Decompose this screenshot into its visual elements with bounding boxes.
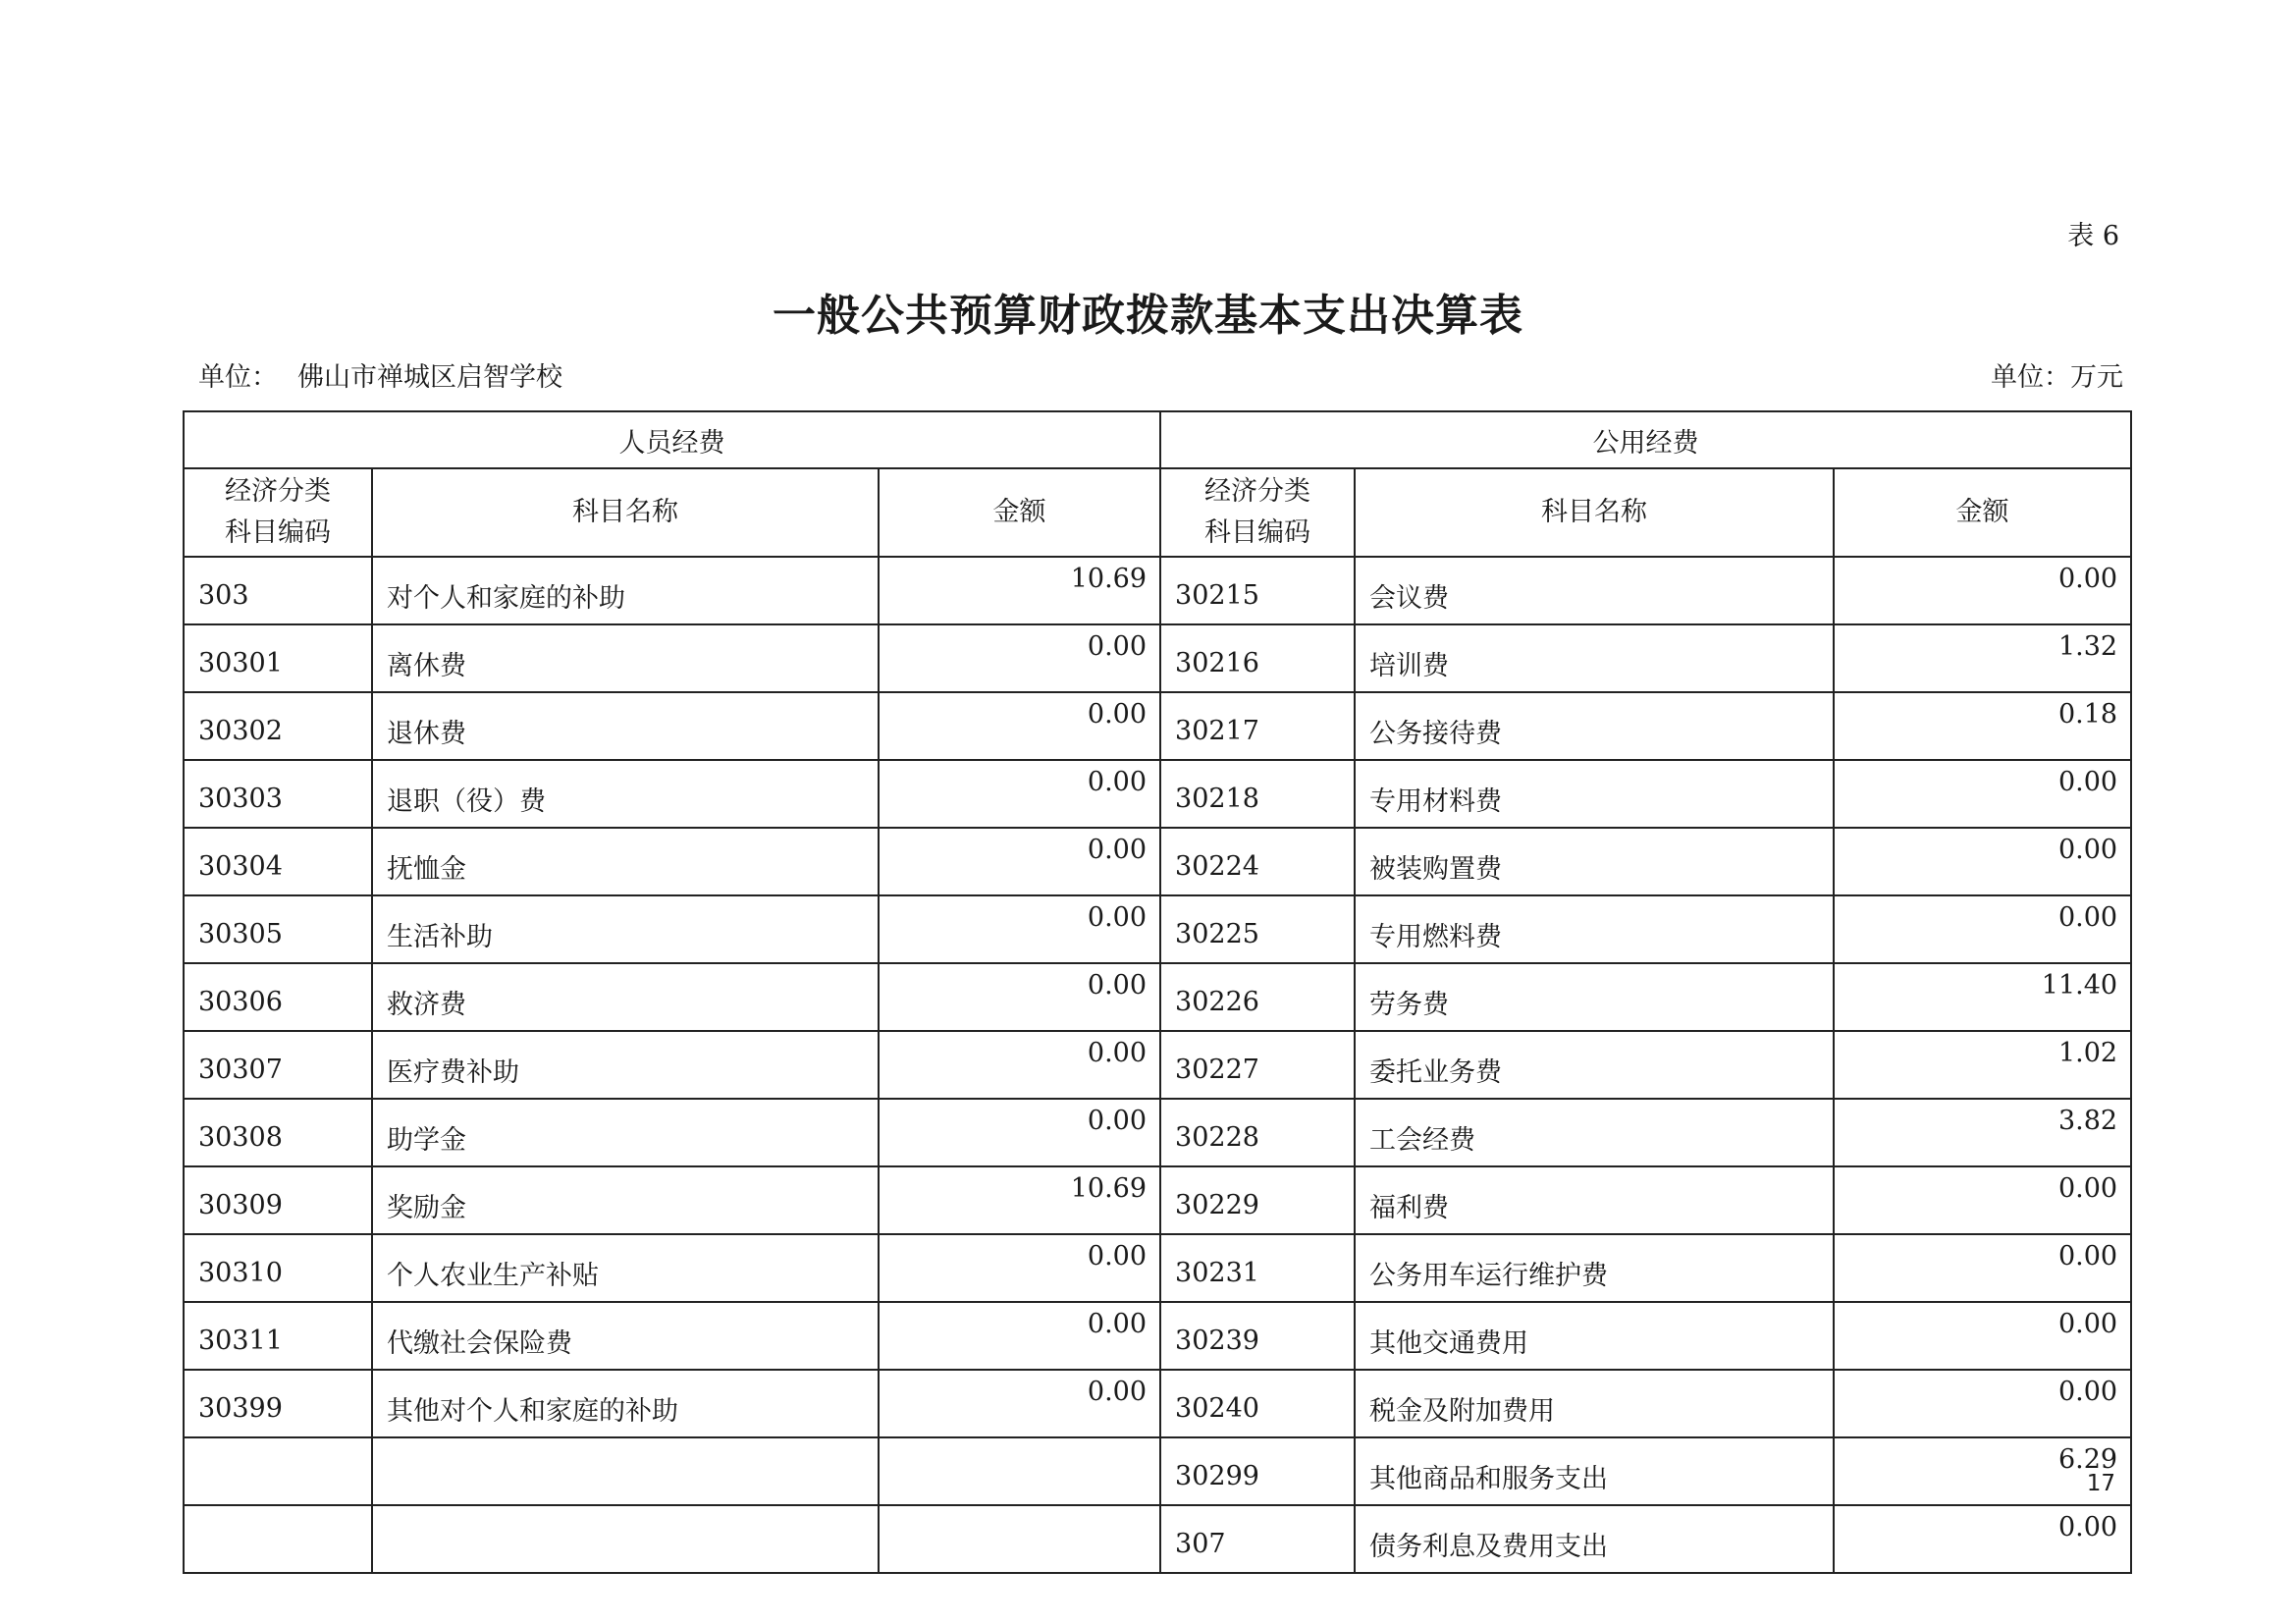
- table-row: [184, 1302, 2131, 1370]
- personnel-name-cell: 奖励金: [372, 1166, 879, 1234]
- personnel-amount-cell: 10.69: [879, 557, 1160, 624]
- table-row: [184, 557, 2131, 624]
- public-amount-cell: 1.02: [1834, 1031, 2131, 1099]
- public-code-cell: 30228: [1160, 1099, 1355, 1166]
- table-row: [184, 1031, 2131, 1099]
- public-code-cell: 30229: [1160, 1166, 1355, 1234]
- public-amount-cell: 0.18: [1834, 692, 2131, 760]
- public-name-cell: 委托业务费: [1355, 1031, 1834, 1099]
- public-name-cell: 公务接待费: [1355, 692, 1834, 760]
- public-code-cell: 30239: [1160, 1302, 1355, 1370]
- personnel-code-cell: 30302: [184, 692, 372, 760]
- personnel-amount-cell: 0.00: [879, 760, 1160, 828]
- column-header-amount: 金额: [1834, 468, 2131, 557]
- personnel-amount-cell: 0.00: [879, 1234, 1160, 1302]
- personnel-amount-cell: [879, 1505, 1160, 1573]
- personnel-code-cell: 303: [184, 557, 372, 624]
- personnel-code-cell: 30303: [184, 760, 372, 828]
- personnel-amount-cell: [879, 1437, 1160, 1505]
- personnel-name-cell: 对个人和家庭的补助: [372, 557, 879, 624]
- personnel-name-cell: 退职（役）费: [372, 760, 879, 828]
- personnel-amount-cell: 0.00: [879, 895, 1160, 963]
- public-code-cell: 307: [1160, 1505, 1355, 1573]
- group-header-public: 公用经费: [1160, 411, 2131, 468]
- table-row: [184, 1437, 2131, 1505]
- personnel-code-cell: 30308: [184, 1099, 372, 1166]
- table-row: [184, 624, 2131, 692]
- group-header-personnel: 人员经费: [184, 411, 1160, 468]
- reporting-unit-name: 佛山市禅城区启智学校: [297, 362, 562, 393]
- personnel-name-cell: 其他对个人和家庭的补助: [372, 1370, 879, 1437]
- table-row: [184, 963, 2131, 1031]
- public-code-cell: 30240: [1160, 1370, 1355, 1437]
- public-amount-cell: 6.29: [1834, 1437, 2131, 1505]
- public-name-cell: 福利费: [1355, 1166, 1834, 1234]
- public-name-cell: 培训费: [1355, 624, 1834, 692]
- public-amount-cell: 3.82: [1834, 1099, 2131, 1166]
- currency-unit: 单位：万元: [1991, 362, 2123, 393]
- page-number: 17: [2086, 1471, 2115, 1496]
- public-code-cell: 30227: [1160, 1031, 1355, 1099]
- public-amount-cell: 0.00: [1834, 1234, 2131, 1302]
- public-name-cell: 专用材料费: [1355, 760, 1834, 828]
- public-name-cell: 劳务费: [1355, 963, 1834, 1031]
- personnel-code-cell: 30309: [184, 1166, 372, 1234]
- column-header-amount: 金额: [879, 468, 1160, 557]
- personnel-name-cell: 救济费: [372, 963, 879, 1031]
- table-row: [184, 828, 2131, 895]
- personnel-amount-cell: 0.00: [879, 1031, 1160, 1099]
- personnel-amount-cell: 0.00: [879, 624, 1160, 692]
- public-code-cell: 30225: [1160, 895, 1355, 963]
- personnel-name-cell: 退休费: [372, 692, 879, 760]
- public-amount-cell: 0.00: [1834, 1505, 2131, 1573]
- expenditure-table: [183, 410, 2132, 1574]
- personnel-code-cell: 30301: [184, 624, 372, 692]
- public-name-cell: 专用燃料费: [1355, 895, 1834, 963]
- public-name-cell: 被装购置费: [1355, 828, 1834, 895]
- personnel-amount-cell: 0.00: [879, 828, 1160, 895]
- public-amount-cell: 0.00: [1834, 1166, 2131, 1234]
- page-title: 一般公共预算财政拨款基本支出决算表: [773, 291, 1523, 341]
- table-number: 表 6: [2067, 221, 2119, 251]
- table-row: [184, 692, 2131, 760]
- reporting-unit: [198, 355, 562, 394]
- public-code-cell: 30226: [1160, 963, 1355, 1031]
- public-amount-cell: 0.00: [1834, 895, 2131, 963]
- personnel-code-cell: [184, 1437, 372, 1505]
- table-body: [184, 557, 2131, 1573]
- table-row: [184, 895, 2131, 963]
- personnel-amount-cell: 0.00: [879, 692, 1160, 760]
- public-name-cell: 会议费: [1355, 557, 1834, 624]
- personnel-amount-cell: 0.00: [879, 1099, 1160, 1166]
- column-header-name: 科目名称: [372, 468, 879, 557]
- personnel-name-cell: [372, 1437, 879, 1505]
- column-header-name: 科目名称: [1355, 468, 1834, 557]
- public-code-cell: 30218: [1160, 760, 1355, 828]
- public-name-cell: 税金及附加费用: [1355, 1370, 1834, 1437]
- table-row: [184, 1166, 2131, 1234]
- public-code-cell: 30299: [1160, 1437, 1355, 1505]
- public-name-cell: 其他商品和服务支出: [1355, 1437, 1834, 1505]
- public-amount-cell: 0.00: [1834, 557, 2131, 624]
- public-amount-cell: 0.00: [1834, 828, 2131, 895]
- public-code-cell: 30231: [1160, 1234, 1355, 1302]
- personnel-name-cell: 助学金: [372, 1099, 879, 1166]
- personnel-name-cell: 生活补助: [372, 895, 879, 963]
- public-amount-cell: 0.00: [1834, 1370, 2131, 1437]
- personnel-code-cell: 30310: [184, 1234, 372, 1302]
- public-name-cell: 公务用车运行维护费: [1355, 1234, 1834, 1302]
- personnel-amount-cell: 0.00: [879, 963, 1160, 1031]
- personnel-code-cell: 30305: [184, 895, 372, 963]
- public-code-cell: 30217: [1160, 692, 1355, 760]
- personnel-name-cell: 个人农业生产补贴: [372, 1234, 879, 1302]
- column-header-code: 经济分类 科目编码: [184, 468, 372, 557]
- public-code-cell: 30224: [1160, 828, 1355, 895]
- public-code-cell: 30215: [1160, 557, 1355, 624]
- table-row: [184, 1370, 2131, 1437]
- personnel-amount-cell: 0.00: [879, 1302, 1160, 1370]
- personnel-name-cell: 抚恤金: [372, 828, 879, 895]
- public-amount-cell: 0.00: [1834, 1302, 2131, 1370]
- personnel-code-cell: 30307: [184, 1031, 372, 1099]
- public-amount-cell: 0.00: [1834, 760, 2131, 828]
- personnel-name-cell: [372, 1505, 879, 1573]
- table-row: [184, 1099, 2131, 1166]
- reporting-unit-label: 单位：: [198, 362, 278, 393]
- column-header-code: 经济分类 科目编码: [1160, 468, 1355, 557]
- public-name-cell: 债务利息及费用支出: [1355, 1505, 1834, 1573]
- table-row: [184, 1505, 2131, 1573]
- table-row: [184, 1234, 2131, 1302]
- public-code-cell: 30216: [1160, 624, 1355, 692]
- personnel-code-cell: 30304: [184, 828, 372, 895]
- table-row: [184, 760, 2131, 828]
- public-name-cell: 其他交通费用: [1355, 1302, 1834, 1370]
- personnel-code-cell: 30306: [184, 963, 372, 1031]
- personnel-amount-cell: 10.69: [879, 1166, 1160, 1234]
- personnel-name-cell: 离休费: [372, 624, 879, 692]
- public-amount-cell: 11.40: [1834, 963, 2131, 1031]
- personnel-name-cell: 代缴社会保险费: [372, 1302, 879, 1370]
- personnel-code-cell: 30311: [184, 1302, 372, 1370]
- personnel-code-cell: [184, 1505, 372, 1573]
- public-amount-cell: 1.32: [1834, 624, 2131, 692]
- personnel-name-cell: 医疗费补助: [372, 1031, 879, 1099]
- personnel-amount-cell: 0.00: [879, 1370, 1160, 1437]
- personnel-code-cell: 30399: [184, 1370, 372, 1437]
- public-name-cell: 工会经费: [1355, 1099, 1834, 1166]
